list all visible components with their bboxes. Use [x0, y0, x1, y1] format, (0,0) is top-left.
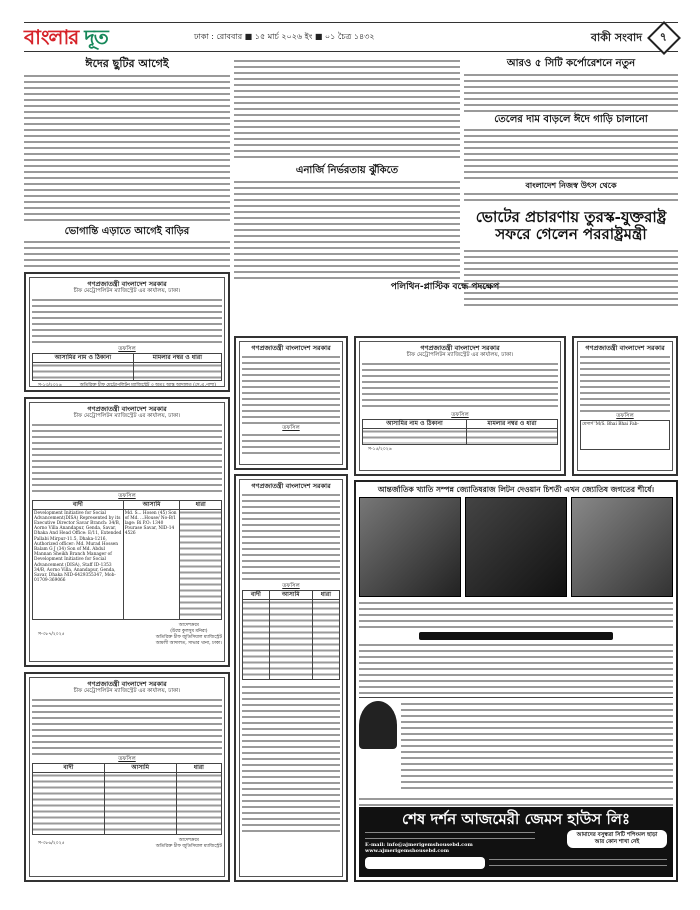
legal-notice-5 — [354, 336, 566, 476]
newspaper-page — [24, 22, 678, 882]
notice-tafsil: তফসিল — [118, 346, 136, 352]
table-cell — [33, 362, 134, 380]
notice-body — [362, 361, 558, 411]
gem-list — [489, 857, 667, 869]
notice-body — [242, 684, 340, 834]
ad-photo-1 — [359, 497, 461, 597]
col-header-asami: আসামি — [269, 591, 312, 600]
legal-notice-2 — [24, 397, 230, 667]
signatory: অতিরিক্ত চীফ মেট্রোপলিটন ম্যাজিস্ট্রেট ৩ অতঃ আন্ত আদালত (সে,এ,পাশা) — [79, 382, 216, 387]
company-address — [365, 830, 535, 842]
table-cell — [466, 428, 557, 444]
col-header: মামলার নম্বর ও ধারা — [466, 420, 557, 429]
ad-photo-2 — [465, 497, 567, 597]
table-cell — [133, 362, 221, 380]
notice-inner — [577, 341, 673, 471]
headline-city-corp[interactable]: আরও ৫ সিটি কর্পোরেশনে নতুন — [506, 58, 636, 69]
table-cell — [269, 599, 312, 679]
notice-gov-title: গণপ্রজাতন্ত্রী বাংলাদেশ সরকার — [420, 344, 500, 352]
signatory-block — [156, 838, 222, 850]
dateline: ঢাকা : রোববার ■ ১৫ মার্চ ২০২৬ ইং ■ ০১ চৈত্র ১৪৩২ — [194, 32, 375, 41]
notice-tafsil: তফসিল — [616, 413, 634, 419]
logo-part-2: দূত — [84, 25, 108, 49]
notice-gov-title: গণপ্রজাতন্ত্রী বাংলাদেশ সরকার — [585, 344, 665, 352]
masthead — [24, 22, 678, 52]
notice-body — [32, 697, 222, 755]
notice-inner — [29, 402, 225, 662]
legal-notice-3 — [24, 672, 230, 882]
signatory-line: আদেশক্রমে — [178, 622, 199, 628]
notice-body — [580, 354, 670, 412]
section-title: বাকী সংবাদ — [590, 31, 642, 44]
col-header-badi: বাদী — [33, 764, 105, 773]
logo-part-1: বাংলার — [24, 25, 79, 49]
article-body — [24, 73, 230, 223]
notice-inner — [239, 341, 343, 465]
astrology-advertisement[interactable] — [354, 480, 678, 882]
ad-subtitle-bar — [419, 632, 613, 640]
notice-inner — [359, 341, 561, 471]
article-body — [464, 127, 678, 179]
column-left — [24, 58, 230, 271]
gems-house-banner — [359, 807, 673, 877]
headline-energy[interactable]: এনার্জি নির্ভরতায় ঝুঁকিতে — [295, 165, 399, 176]
notice-table — [242, 590, 340, 680]
notice-table — [32, 353, 222, 381]
table-cell — [176, 772, 221, 834]
ad-photo-3 — [571, 497, 673, 597]
signatory-block — [156, 623, 222, 647]
notice-body — [32, 297, 222, 345]
headline-eid-holiday[interactable]: ঈদের ছুটির আগেই — [85, 57, 169, 70]
legal-notice-7 — [234, 474, 348, 882]
column-right — [464, 58, 678, 308]
notice-tafsil: তফসিল — [118, 756, 136, 762]
company-note-box — [365, 857, 485, 869]
ad-photos — [359, 497, 673, 597]
table-cell — [312, 599, 339, 679]
legal-notice-4 — [234, 336, 348, 470]
table-cell — [243, 599, 270, 679]
notice-table — [242, 432, 340, 456]
notice-gov-title: গণপ্রজাতন্ত্রী বাংলাদেশ সরকার — [251, 482, 331, 490]
col-header-badi: বাদী — [243, 591, 270, 600]
article-body — [464, 191, 678, 205]
ad-body — [359, 642, 673, 694]
notice-inner — [239, 479, 343, 877]
ad-headline: আন্তর্জাতিক খ্যাতি সম্পন্ন জ্যোতিষরাজ লিটন দেওয়ান চিশতী এখন জ্যোতিষ জগতের শীর্ষে। — [377, 485, 655, 494]
notice-gov-title: গণপ্রজাতন্ত্রী বাংলাদেশ সরকার — [251, 344, 331, 352]
notice-table — [32, 763, 222, 835]
col-header-asami: আসামি — [123, 501, 180, 510]
signatory-title: অতিরিক্ত চীফ জুডিসিয়াল ম্যাজিস্ট্রেট — [155, 843, 222, 849]
signatory-court: আমলী আদালত, সাভার থানা, ঢাকা। — [155, 640, 222, 646]
notice-gov-title: গণপ্রজাতন্ত্রী বাংলাদেশ সরকার — [87, 680, 167, 688]
section-cell — [180, 509, 222, 619]
col-header-dhara: ধারা — [180, 501, 222, 510]
signatory-title: অতিরিক্ত চীফ জুডিসিয়াল ম্যাজিস্ট্রেট — [155, 634, 222, 640]
headline-oil-price[interactable]: তেলের দাম বাড়লে ঈদে গাড়ি চালানো — [494, 113, 648, 125]
memo-number: স-৩৮৭/২০২৫ — [38, 631, 65, 637]
headline-bd-source[interactable]: বাংলাদেশ নিজস্ব উৎস থেকে — [525, 180, 617, 190]
astrologer-portrait — [359, 701, 397, 749]
company-contact — [365, 830, 535, 854]
notice-office-title: চীফ মেট্রোপলিটন ম্যাজিস্ট্রেট এর কার্যালয়, ঢাকা। — [73, 413, 181, 419]
col-header: মামলার নম্বর ও ধারা — [133, 354, 221, 363]
notice-body — [242, 492, 340, 582]
legal-notice-1 — [24, 272, 230, 392]
col-header-dhara: ধারা — [176, 764, 221, 773]
article-body — [464, 248, 678, 308]
plaintiff-cell: Development Initiative for Social Advancement(DISA) Represented by its Executive Director Savar Branch: 34/B, Aorno Villa Anandapur, Genda, Savar, Dhaka And Head Office: E/11, Extended Pallabi Mirpur-11.5, Dhaka-1216, Authorized officer: Md. Murad Hossen Balam G J (34) Son of Md. Abdul Mannan Sheikh Branch Manager of Development Initiative for Social Advancement (DISA), Staff ID-1353 34/B, Aorno Villa, Anandapur, Genda, Savar, Dhaka NID-6429355347, Mob-01709-369066 — [33, 509, 124, 619]
accused-firm-cell: মেসার্স 'M/S. Bhai Bhai Fab- — [580, 420, 670, 450]
notice-office-title: চীফ মেট্রোপলিটন ম্যাজিস্ট্রেট এর কার্যালয়, ঢাকা। — [73, 288, 181, 294]
notice-gov-title: গণপ্রজাতন্ত্রী বাংলাদেশ সরকার — [87, 280, 167, 288]
memo-number: স-১৫/২০২৬ — [368, 446, 392, 452]
col-header: আসামির নাম ও ঠিকানা — [33, 354, 134, 363]
col-header-dhara: ধারা — [312, 591, 339, 600]
headline-foreign-minister[interactable]: ভোটের প্রচারণায় তুরস্ক-যুক্তরাষ্ট্র সফরে গেলেন পররাষ্ট্রমন্ত্রী — [475, 208, 667, 244]
column-middle — [234, 58, 460, 279]
col-header-badi: বাদী — [33, 501, 124, 510]
notice-inner — [29, 677, 225, 877]
ad-caption — [359, 600, 673, 630]
ad-profile-text — [401, 701, 673, 793]
signatory-name: (উম্মে কুলসুম মনিরা) — [170, 628, 208, 634]
signatory-line: আদেশক্রমে — [178, 837, 199, 843]
notice-table — [362, 419, 558, 445]
table-cell — [33, 772, 105, 834]
memo-number: স-১৩/২০২৬ — [38, 382, 62, 387]
notice-tafsil: তফসিল — [282, 425, 300, 431]
notice-gov-title: গণপ্রজাতন্ত্রী বাংলাদেশ সরকার — [87, 405, 167, 413]
accused-cell: Md. S... Hosen (45) Son of Md. ...House/ No-B/1 lage: Bi P.O: 1340 Pourase Savar, NID-14 4526 — [123, 509, 180, 619]
company-name: শেষ দর্শন আজমেরী জেমস হাউস লিঃ — [402, 810, 630, 828]
article-body — [464, 72, 678, 112]
notice-table — [32, 500, 222, 620]
col-header-asami: আসামি — [104, 764, 176, 773]
col-header: আসামির নাম ও ঠিকানা — [363, 420, 467, 429]
notice-inner — [29, 277, 225, 387]
article-body — [234, 179, 460, 279]
headline-polythene[interactable]: পলিথিন-প্লাস্টিক বন্ধে পদক্ষেপ — [390, 282, 500, 292]
notice-tafsil: তফসিল — [451, 412, 469, 418]
page-number: ৭ — [660, 30, 668, 44]
memo-number: স-৩৮৬/২০২৫ — [38, 840, 65, 846]
notice-tafsil: তফসিল — [282, 583, 300, 589]
notice-office-title: চীফ মেট্রোপলিটন ম্যাজিস্ট্রেট এর কার্যালয়, ঢাকা। — [406, 352, 514, 358]
headline-gas-crisis[interactable]: ভোগান্তি এড়াতে আগেই বাড়ির — [64, 225, 190, 237]
company-email-web[interactable]: E-mail: info@ajmerigemshousebd.com www.ajmerigemshousebd.com — [365, 842, 473, 854]
page-number-badge — [647, 21, 681, 55]
table-cell — [363, 428, 467, 444]
newspaper-logo[interactable] — [24, 24, 108, 50]
ad-profile — [359, 697, 673, 793]
notice-office-title: চীফ মেট্রোপলিটন ম্যাজিস্ট্রেট এর কার্যালয়, ঢাকা। — [73, 688, 181, 694]
article-body — [24, 239, 230, 271]
branch-note: আমাদের বসুন্ধরা সিটি শপিংমল ছাড়া আর কোন শাখা নেই — [567, 830, 667, 848]
table-cell — [104, 772, 176, 834]
notice-tafsil: তফসিল — [118, 493, 136, 499]
article-body — [234, 58, 460, 162]
legal-notice-6 — [572, 336, 678, 476]
notice-body — [242, 354, 340, 424]
notice-body — [32, 422, 222, 492]
